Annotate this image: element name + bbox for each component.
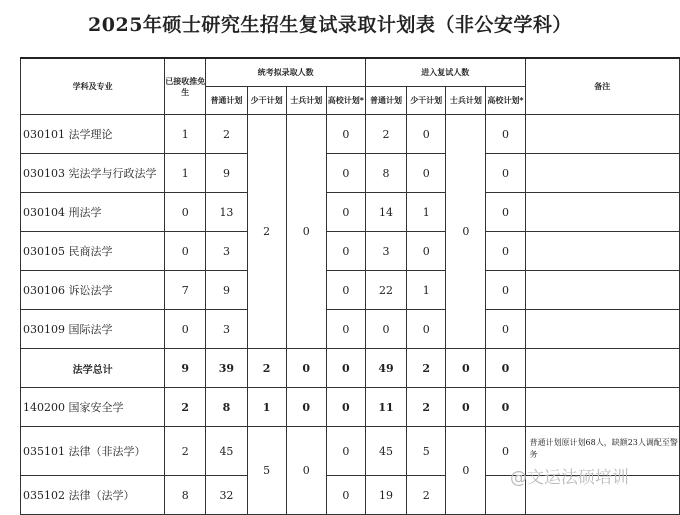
header-shaogan: 少干计划 [247, 87, 286, 115]
cell-merged: 5 [247, 427, 286, 515]
cell: 0 [326, 427, 365, 476]
cell: 22 [365, 271, 406, 310]
watermark: @文运法硕培训 [510, 468, 629, 488]
cell: 0 [326, 349, 365, 388]
cell: 0 [486, 427, 525, 476]
subject-name: 140200 国家安全学 [21, 388, 165, 427]
cell: 0 [365, 310, 406, 349]
note-cell [525, 388, 679, 427]
cell: 0 [326, 193, 365, 232]
cell: 0 [286, 349, 326, 388]
cell: 39 [206, 349, 247, 388]
note-cell: 普通计划原计划68人，缺额23人调配至警务 [525, 427, 679, 476]
subject-name: 030109 国际法学 [21, 310, 165, 349]
table-row [21, 232, 680, 271]
cell: 0 [446, 388, 486, 427]
cell: 0 [486, 193, 525, 232]
cell: 1 [407, 271, 446, 310]
header-note: 备注 [525, 58, 679, 115]
header-gaoxiao: 高校计划* [326, 87, 365, 115]
subject-name: 030104 刑法学 [21, 193, 165, 232]
cell: 8 [206, 388, 247, 427]
cell: 5 [407, 427, 446, 476]
cell: 1 [165, 115, 206, 154]
header-putong: 普通计划 [365, 87, 406, 115]
cell: 0 [326, 271, 365, 310]
plan-table [20, 57, 680, 515]
cell: 49 [365, 349, 406, 388]
cell-merged: 0 [446, 427, 486, 515]
cell: 0 [165, 310, 206, 349]
note-cell [525, 193, 679, 232]
table-row [21, 115, 680, 154]
cell: 2 [407, 388, 446, 427]
cell: 9 [165, 349, 206, 388]
cell: 45 [206, 427, 247, 476]
cell: 0 [326, 476, 365, 515]
cell-merged: 0 [446, 115, 486, 349]
cell: 8 [365, 154, 406, 193]
table-row [21, 310, 680, 349]
table-row [21, 193, 680, 232]
cell: 0 [326, 388, 365, 427]
header-admission: 统考拟录取人数 [206, 58, 366, 87]
cell: 0 [165, 193, 206, 232]
cell: 0 [486, 310, 525, 349]
subject-name: 030103 宪法学与行政法学 [21, 154, 165, 193]
cell: 0 [407, 154, 446, 193]
cell-merged: 2 [247, 115, 286, 349]
cell: 2 [165, 388, 206, 427]
cell: 32 [206, 476, 247, 515]
cell: 14 [365, 193, 406, 232]
header-putong: 普通计划 [206, 87, 247, 115]
page-title: 2025年硕士研究生招生复试录取计划表（非公安学科） [88, 14, 572, 36]
cell: 0 [165, 232, 206, 271]
cell: 3 [365, 232, 406, 271]
cell: 13 [206, 193, 247, 232]
cell: 2 [206, 115, 247, 154]
subject-name: 030105 民商法学 [21, 232, 165, 271]
cell-merged: 0 [286, 115, 326, 349]
cell: 0 [326, 310, 365, 349]
table-row [21, 154, 680, 193]
header-shibing: 士兵计划 [286, 87, 326, 115]
cell: 0 [446, 349, 486, 388]
cell: 3 [206, 232, 247, 271]
cell: 0 [326, 115, 365, 154]
cell: 0 [486, 349, 525, 388]
cell-merged: 0 [286, 427, 326, 515]
cell: 8 [165, 476, 206, 515]
cell: 0 [326, 232, 365, 271]
cell: 2 [247, 349, 286, 388]
cell: 3 [206, 310, 247, 349]
note-cell [525, 271, 679, 310]
note-cell [525, 115, 679, 154]
cell: 2 [407, 476, 446, 515]
total-label: 法学总计 [21, 349, 165, 388]
cell: 7 [165, 271, 206, 310]
total-row [21, 349, 680, 388]
header-gaoxiao: 高校计划* [486, 87, 525, 115]
header-subject: 学科及专业 [21, 58, 165, 115]
cell: 0 [486, 271, 525, 310]
cell: 0 [486, 232, 525, 271]
cell: 0 [486, 115, 525, 154]
table-row [21, 271, 680, 310]
subject-name: 030101 法学理论 [21, 115, 165, 154]
cell: 1 [407, 193, 446, 232]
cell: 2 [407, 349, 446, 388]
subject-name: 035102 法律（法学） [21, 476, 165, 515]
cell: 0 [326, 154, 365, 193]
header-retest: 进入复试人数 [365, 58, 525, 87]
note-cell [525, 232, 679, 271]
cell: 1 [165, 154, 206, 193]
table-row [21, 388, 680, 427]
cell: 45 [365, 427, 406, 476]
cell: 2 [165, 427, 206, 476]
cell: 0 [486, 388, 525, 427]
note-cell [525, 154, 679, 193]
cell: 0 [407, 310, 446, 349]
subject-name: 030106 诉讼法学 [21, 271, 165, 310]
header-exempt: 已接收推免生 [165, 58, 206, 115]
cell: 1 [247, 388, 286, 427]
cell: 0 [486, 154, 525, 193]
cell: 0 [407, 232, 446, 271]
note-cell [525, 310, 679, 349]
cell: 11 [365, 388, 406, 427]
header-shibing: 士兵计划 [446, 87, 486, 115]
cell: 9 [206, 154, 247, 193]
header-shaogan: 少干计划 [407, 87, 446, 115]
cell: 0 [407, 115, 446, 154]
note-cell [525, 349, 679, 388]
cell: 9 [206, 271, 247, 310]
cell: 2 [365, 115, 406, 154]
cell: 0 [286, 388, 326, 427]
subject-name: 035101 法律（非法学） [21, 427, 165, 476]
cell: 19 [365, 476, 406, 515]
